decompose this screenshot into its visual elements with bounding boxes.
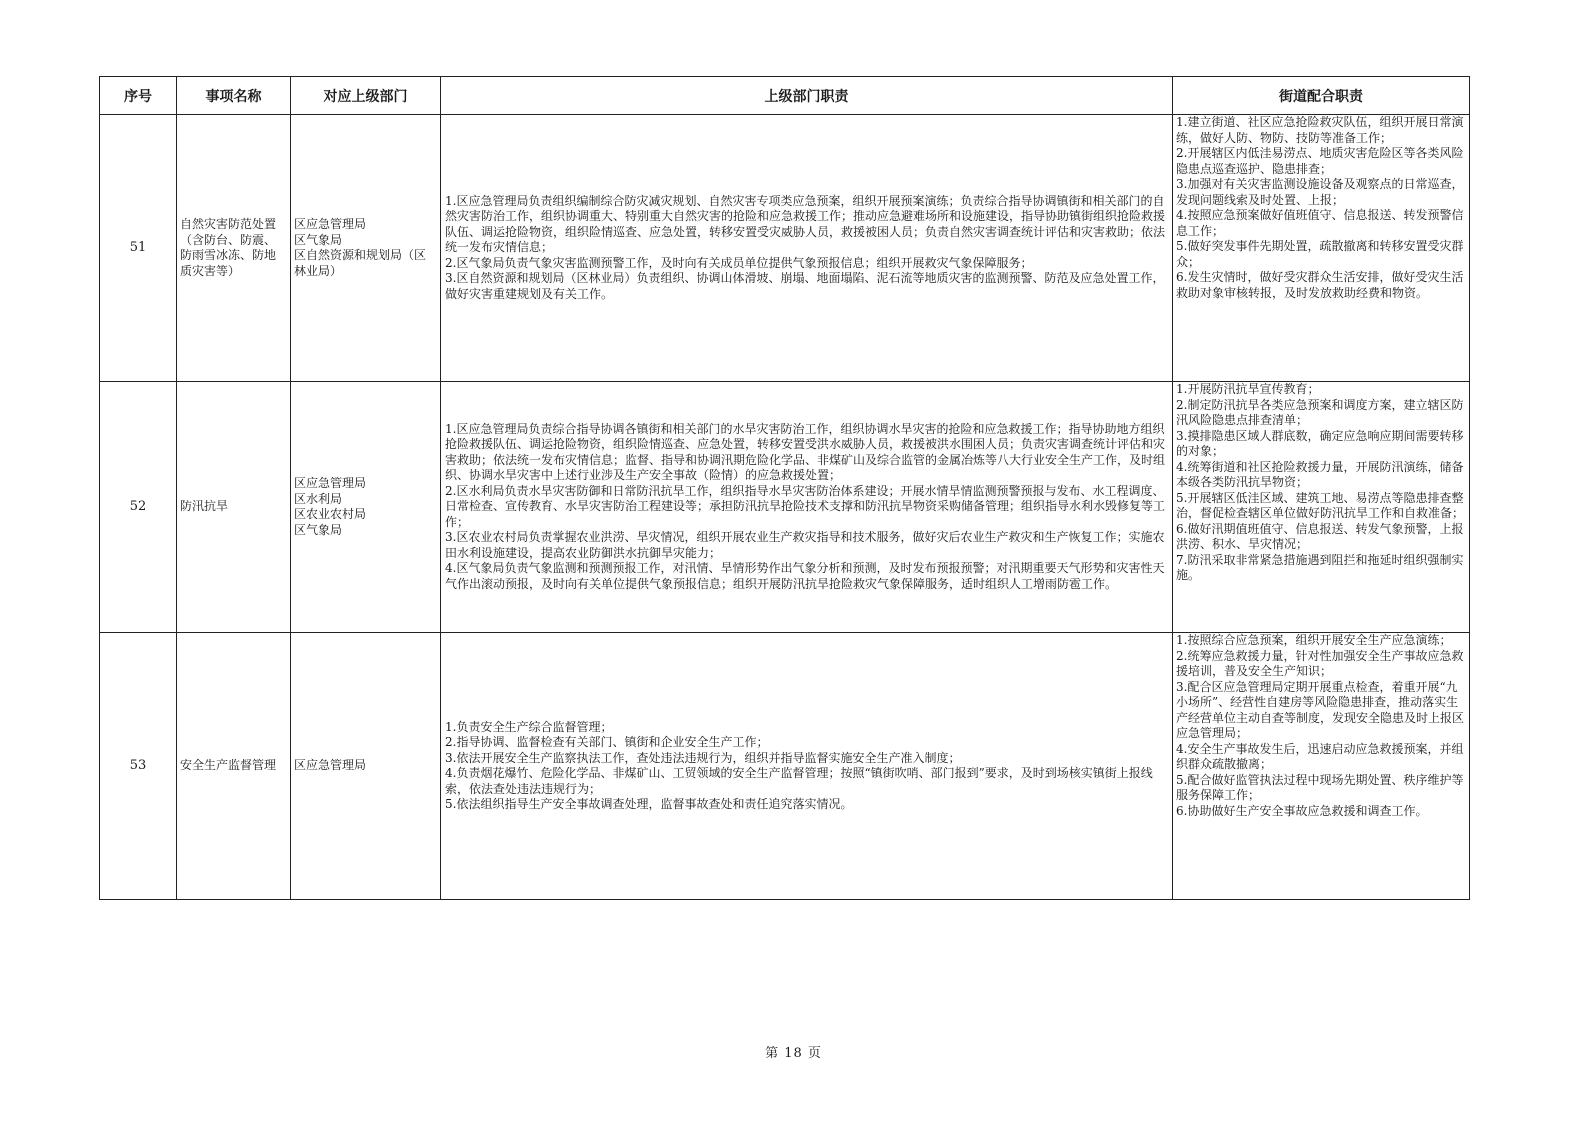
street-item: 6.做好汛期值班值守、信息报送、转发气象预警，上报洪涝、积水、旱灾情况；	[1176, 521, 1464, 551]
cell-dept	[291, 633, 441, 900]
cell-duty	[441, 115, 1173, 382]
header-street: 街道配合职责	[1173, 77, 1470, 115]
street-item: 5.配合做好监管执法过程中现场先期处置、秩序维护等服务保障工作；	[1176, 772, 1464, 802]
duty-item: 2.指导协调、监督检查有关部门、镇街和企业安全生产工作；	[445, 735, 769, 749]
dept-line: 区应急管理局	[294, 758, 367, 773]
cell-no: 51	[100, 115, 177, 382]
duty-item: 3.依法开展安全生产监察执法工作，查处违法违规行为，组织并指导监督实施安全生产准入制度；	[445, 750, 961, 765]
duty-item: 5.依法组织指导生产安全事故调查处理，监督事故查处和责任追究落实情况。	[445, 797, 853, 811]
duty-item: 4.负责烟花爆竹、危险化学品、非煤矿山、工贸领域的安全生产监督管理；按照“镇街吹哨、部门报到”要求，及时到场核实镇街上报线索，依法查处违法违规行为；	[445, 766, 1153, 796]
street-item: 1.建立街道、社区应急抢险救灾队伍，组织开展日常演练，做好人防、物防、技防等准备工作；	[1176, 115, 1464, 145]
dept-line: 区应急管理局	[294, 476, 367, 490]
table-row	[100, 115, 1470, 382]
street-item: 1.开展防汛抗旱宣传教育；	[1176, 382, 1320, 396]
cell-dept	[291, 382, 441, 633]
cell-no: 53	[100, 633, 177, 900]
header-name: 事项名称	[177, 77, 291, 115]
duty-item: 1.区应急管理局负责组织编制综合防灾减灾规划、自然灾害专项类应急预案，组织开展预案演练；负责综合指导协调镇街和相关部门的自然灾害防治工作，组织协调重大、特别重大自然灾害的抢险和应急救援工作；推动应急避难场所和设施建设，指导协助镇街组织抢险救援队伍、调运抢险物资，组织险情巡查、应急处置，转移安置受灾威胁人员，救援被困人员；负责自然灾害调查统计评估和灾害救助；依法统一发布灾情信息；	[445, 193, 1166, 255]
table-header-row	[100, 77, 1470, 115]
street-item: 1.按照综合应急预案，组织开展安全生产应急演练；	[1176, 633, 1452, 647]
street-item: 4.统筹街道和社区抢险救援力量，开展防汛演练，储备本级各类防汛抗旱物资；	[1176, 459, 1464, 489]
cell-name: 防汛抗旱	[177, 382, 291, 633]
cell-duty	[441, 382, 1173, 633]
duty-item: 4.区气象局负责气象监测和预测预报工作，对汛情、旱情形势作出气象分析和预测，及时发布预报预警；对汛期重要天气形势和灾害性天气作出滚动预报，及时向有关单位提供气象预报信息；组织开展防汛抗旱抢险救灾气象保障服务，适时组织人工增雨防雹工作。	[445, 561, 1165, 591]
street-item: 2.制定防汛抗旱各类应急预案和调度方案，建立辖区防汛风险隐患点排查清单；	[1176, 397, 1464, 427]
duty-table	[99, 76, 1470, 900]
cell-name: 安全生产监督管理	[177, 633, 291, 900]
dept-line: 区气象局	[294, 522, 343, 537]
cell-dept	[291, 115, 441, 382]
street-item: 6.协助做好生产安全事故应急救援和调查工作。	[1176, 803, 1428, 818]
street-item: 5.做好突发事件先期处置，疏散撤离和转移安置受灾群众；	[1176, 239, 1464, 269]
dept-line: 区气象局	[294, 232, 343, 247]
duty-item: 1.负责安全生产综合监督管理；	[445, 719, 613, 734]
table-row	[100, 382, 1470, 633]
duty-item: 2.区水利局负责水旱灾害防御和日常防汛抗旱工作，组织指导水旱灾害防治体系建设；开展水情旱情监测预警预报与发布、水工程调度、日常检查、宣传教育、水旱灾害防治工程建设等；承担防汛抗旱抢险技术支撑和防汛抗旱物资采购储备管理；组织指导水利水毁修复等工作；	[445, 483, 1166, 529]
header-duty: 上级部门职责	[441, 77, 1173, 115]
duty-item: 3.区农业农村局负责掌握农业洪涝、旱灾情况，组织开展农业生产救灾指导和技术服务，做好灾后农业生产救灾和生产恢复工作；实施农田水利设施建设，提高农业防御洪水抗御旱灾能力；	[445, 530, 1165, 560]
street-item: 3.加强对有关灾害监测设施设备及观察点的日常巡查，发现问题线索及时处置、上报；	[1176, 177, 1464, 207]
table-row	[100, 633, 1470, 900]
dept-line: 区应急管理局	[294, 217, 367, 231]
street-item: 5.开展辖区低洼区域、建筑工地、易涝点等隐患排查整治，督促检查辖区单位做好防汛抗旱工作和自救准备；	[1176, 490, 1465, 520]
dept-line: 区自然资源和规划局（区林业局）	[294, 248, 427, 278]
street-item: 3.摸排隐患区域人群底数，确定应急响应期间需要转移的对象；	[1176, 428, 1464, 458]
street-item: 2.开展辖区内低洼易涝点、地质灾害危险区等各类风险隐患点巡查巡护、隐患排查；	[1176, 146, 1464, 176]
dept-line: 区农业农村局	[294, 507, 367, 521]
street-item: 4.按照应急预案做好值班值守、信息报送、转发预警信息工作；	[1176, 208, 1464, 238]
cell-street	[1173, 382, 1470, 633]
page-number: 第 18 页	[765, 1046, 822, 1061]
dept-line: 区水利局	[294, 491, 343, 506]
cell-street	[1173, 633, 1470, 900]
duty-item: 1.区应急管理局负责综合指导协调各镇街和相关部门的水旱灾害防治工作，组织协调水旱灾害的抢险和应急救援工作；指导协助地方组织抢险救援队伍、调运抢险物资，组织险情巡查、应急处置，转移安置受洪水威胁人员，救援被洪水围困人员；负责灾害调查统计评估和灾害救助；依法统一发布灾情信息；监督、指导和协调汛期危险化学品、非煤矿山及综合监管的金属冶炼等八大行业安全生产工作，及时组织、协调水旱灾害中上述行业涉及生产安全事故（险情）的应急救援处置；	[445, 421, 1166, 483]
duty-item: 2.区气象局负责气象灾害监测预警工作，及时向有关成员单位提供气象预报信息；组织开展救灾气象保障服务；	[445, 255, 1033, 270]
cell-no: 52	[100, 382, 177, 633]
header-dept: 对应上级部门	[291, 77, 441, 115]
street-item: 2.统筹应急救援力量，针对性加强安全生产事故应急救援培训，普及安全生产知识；	[1176, 648, 1464, 678]
street-item: 3.配合区应急管理局定期开展重点检查，着重开展“九小场所”、经营性自建房等风险隐患排查，推动落实生产经营单位主动自查等制度，发现安全隐患及时上报区应急管理局；	[1176, 679, 1465, 740]
cell-street	[1173, 115, 1470, 382]
street-item: 6.发生灾情时，做好受灾群众生活安排，做好受灾生活救助对象审核转报，及时发放救助经费和物资。	[1176, 270, 1464, 300]
cell-name: 自然灾害防范处置（含防台、防震、防雨雪冰冻、防地质灾害等）	[177, 115, 291, 382]
street-item: 4.安全生产事故发生后，迅速启动应急救援预案，并组织群众疏散撤离；	[1176, 741, 1464, 771]
cell-duty	[441, 633, 1173, 900]
duty-item: 3.区自然资源和规划局（区林业局）负责组织、协调山体滑坡、崩塌、地面塌陷、泥石流等地质灾害的监测预警、防范及应急处置工作，做好灾害重建规划及有关工作。	[445, 271, 1165, 301]
street-item: 7.防汛采取非常紧急措施遇到阻拦和拖延时组织强制实施。	[1176, 552, 1464, 582]
header-no: 序号	[100, 77, 177, 115]
